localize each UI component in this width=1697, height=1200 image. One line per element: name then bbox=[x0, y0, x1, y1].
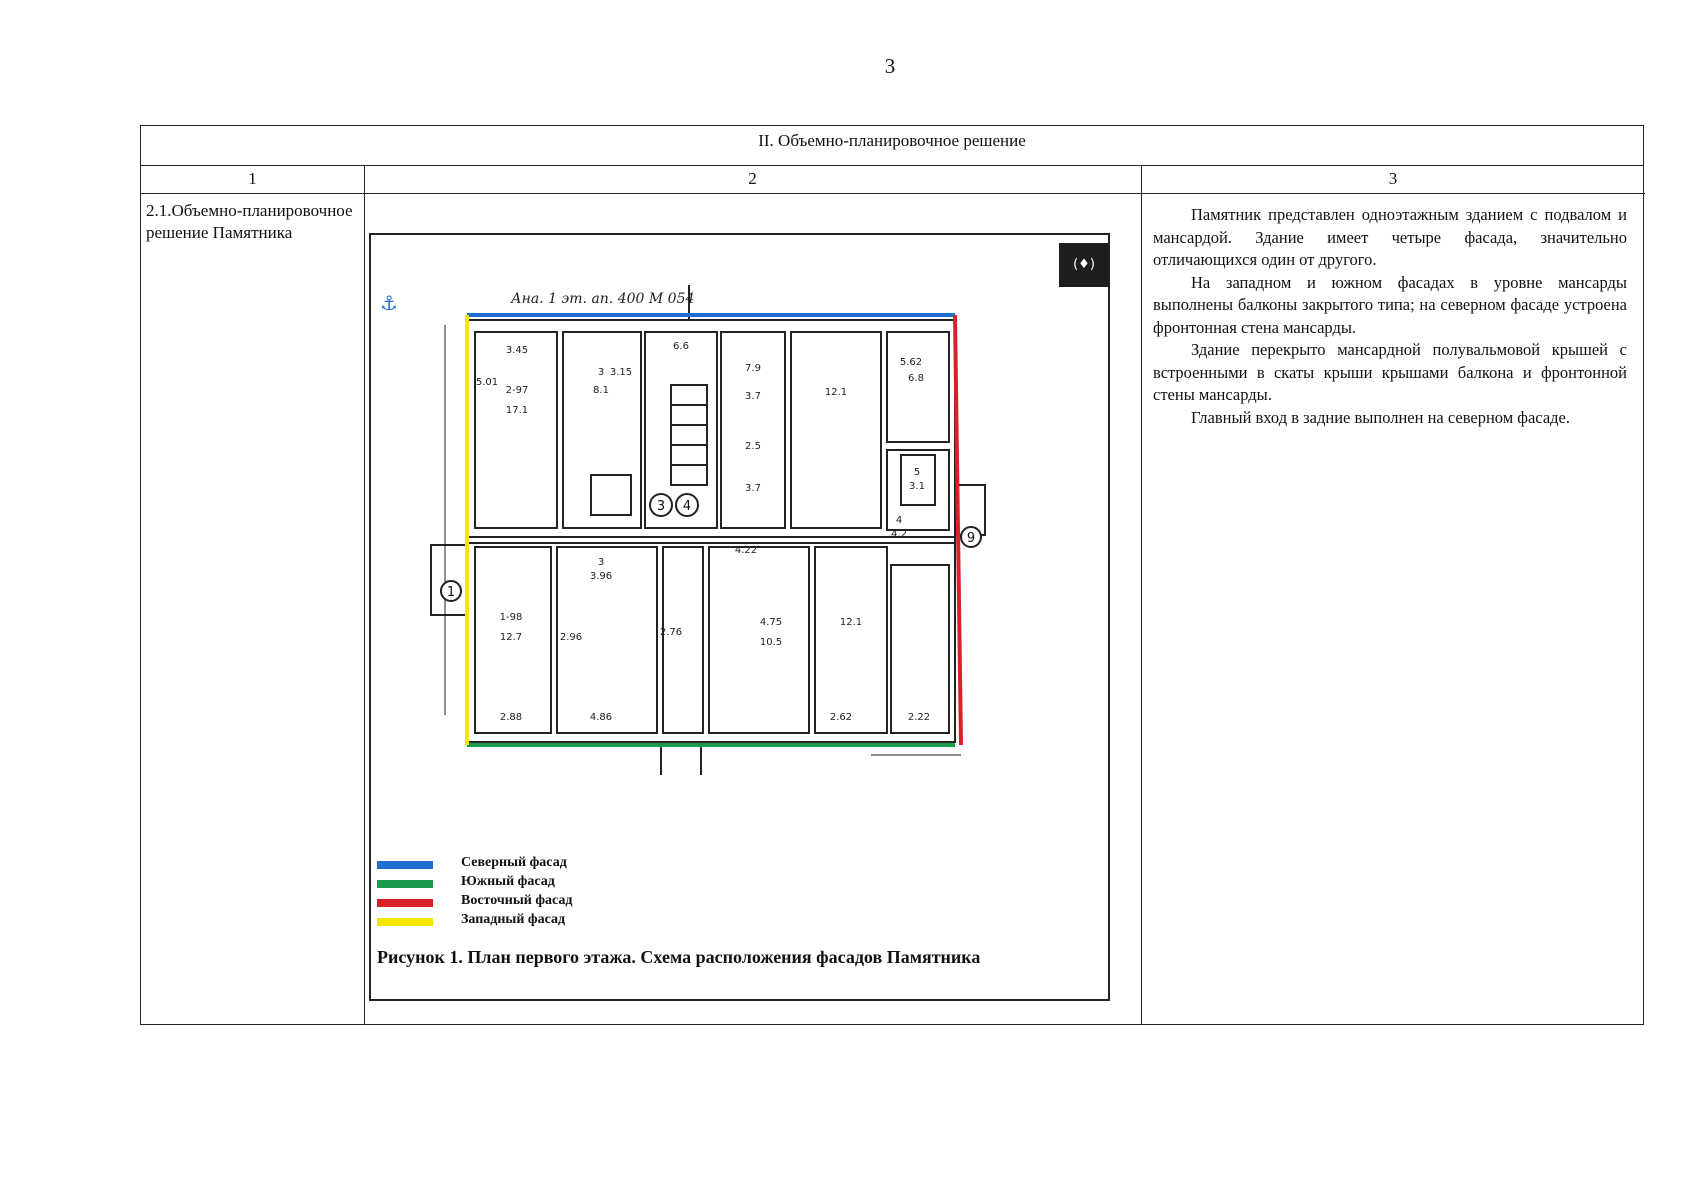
legend-swatch-west bbox=[377, 918, 433, 926]
legend-label-south: Южный фасад bbox=[461, 874, 555, 889]
axis-mark: 9 bbox=[966, 531, 976, 546]
figure-floor-plan bbox=[369, 233, 1110, 1001]
column-divider bbox=[364, 166, 365, 1024]
legend-swatch-east bbox=[377, 899, 433, 907]
compass-icon[interactable]: (♦) bbox=[1059, 243, 1109, 287]
description-paragraph: Памятник представлен одноэтажным зданием с подвалом и мансардой. Здание имеет четыре фасада, значительно отличающихся один от другого. bbox=[1153, 205, 1627, 269]
section-title: II. Объемно-планировочное решение bbox=[141, 126, 1643, 166]
room-label: 2.62 bbox=[829, 712, 853, 723]
room-label: 3.7 bbox=[745, 483, 761, 494]
main-table bbox=[140, 125, 1644, 1025]
legend-swatch-north bbox=[377, 861, 433, 869]
room-label: 4 bbox=[895, 515, 903, 526]
column-header-1: 1 bbox=[141, 166, 364, 194]
room-label: 12.1 bbox=[824, 387, 848, 398]
page-number: 3 bbox=[884, 54, 896, 78]
axis-mark: 3 bbox=[656, 499, 666, 514]
room-label: 2.76 bbox=[659, 627, 683, 638]
legend-label-east: Восточный фасад bbox=[461, 893, 573, 908]
room-label: 5.01 bbox=[475, 377, 499, 388]
floor-plan-drawing bbox=[371, 275, 1108, 835]
description-paragraph: Главный вход в задние выполнен на северном фасаде. bbox=[1191, 407, 1571, 427]
anchor-icon: ⚓ bbox=[380, 291, 398, 315]
room-label: 4.22 bbox=[734, 545, 758, 556]
room-label: 2.5 bbox=[745, 441, 761, 452]
room-label: 4.75 bbox=[759, 617, 783, 628]
room-label: 3.7 bbox=[745, 391, 761, 402]
room-label: 6.6 bbox=[673, 341, 689, 352]
legend-swatch-south bbox=[377, 880, 433, 888]
description-paragraph: Здание перекрыто мансардной полувальмовой крышей с встроенными в скаты крыши крышами балкона и фронтонной стены мансарды. bbox=[1153, 340, 1627, 404]
room-label: 12.1 bbox=[839, 617, 863, 628]
axis-mark: 4 bbox=[682, 499, 692, 514]
room-label: 3.96 bbox=[589, 571, 613, 582]
room-label: 7.9 bbox=[745, 363, 761, 374]
legend-label-west: Западный фасад bbox=[461, 912, 566, 927]
room-label: 2.88 bbox=[499, 712, 523, 723]
room-label: 12.7 bbox=[499, 632, 523, 643]
column-header-2: 2 bbox=[364, 166, 1141, 194]
room-label: 5 bbox=[913, 467, 921, 478]
column-divider bbox=[1141, 166, 1142, 1024]
axis-mark: 1 bbox=[446, 585, 456, 600]
legend-label-north: Северный фасад bbox=[461, 855, 567, 870]
room-label: 3.45 bbox=[505, 345, 529, 356]
description-paragraph: На западном и южном фасадах в уровне мансарды выполнены балконы закрытого типа; на северном фасаде устроена фронтонная стена мансарды. bbox=[1153, 272, 1627, 337]
room-label: 3 bbox=[597, 367, 605, 378]
room-label: 4.86 bbox=[589, 712, 613, 723]
room-label: 2.22 bbox=[907, 712, 931, 723]
row-label: 2.1.Объемно-планировочное решение Памятника bbox=[146, 201, 353, 242]
room-label: 3.1 bbox=[909, 481, 925, 492]
room-label: 3 bbox=[597, 557, 605, 568]
room-label: 10.5 bbox=[759, 637, 783, 648]
column-header-3: 3 bbox=[1141, 166, 1645, 194]
room-label: 2-97 bbox=[505, 385, 529, 396]
room-label: 1-98 bbox=[499, 612, 523, 623]
room-label: 3.15 bbox=[609, 367, 633, 378]
room-label: 8.1 bbox=[593, 385, 609, 396]
plan-header-scribble: Ана. 1 эт. ап. 400 М 054 bbox=[511, 291, 695, 307]
figure-caption: Рисунок 1. План первого этажа. Схема расположения фасадов Памятника bbox=[377, 947, 981, 967]
room-label: 2.96 bbox=[559, 632, 583, 643]
description-text bbox=[1153, 204, 1627, 429]
room-label: 6.8 bbox=[908, 373, 924, 384]
room-label: 17.1 bbox=[505, 405, 529, 416]
room-label: 5.62 bbox=[899, 357, 923, 368]
room-label: 4.2 bbox=[891, 529, 907, 540]
